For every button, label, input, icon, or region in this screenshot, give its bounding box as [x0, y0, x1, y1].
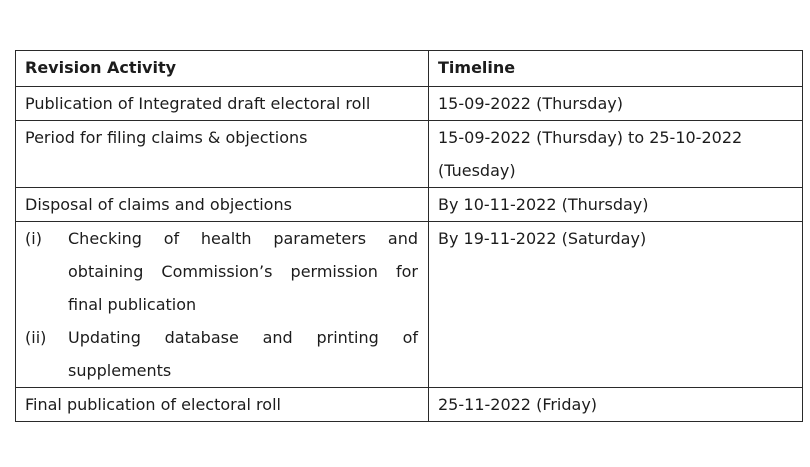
- sub-item-number: (ii): [25, 328, 47, 347]
- activity-cell: Publication of Integrated draft electoral roll: [16, 87, 429, 121]
- timeline-cell: 25-11-2022 (Friday): [429, 388, 803, 422]
- activity-cell: Period for filing claims & objections: [16, 121, 429, 188]
- sub-item-number: (i): [25, 229, 42, 248]
- timeline-cell: 15-09-2022 (Thursday): [429, 87, 803, 121]
- table-header-row: [16, 51, 803, 87]
- header-revision-activity: Revision Activity: [16, 51, 429, 87]
- sub-item: [25, 222, 418, 321]
- activity-cell: Final publication of electoral roll: [16, 388, 429, 422]
- table-row: [16, 388, 803, 422]
- sub-item: [25, 321, 418, 387]
- table-row: [16, 121, 803, 188]
- timeline-cell: By 10-11-2022 (Thursday): [429, 188, 803, 222]
- revision-schedule-table: [15, 50, 803, 422]
- table-row: [16, 87, 803, 121]
- activity-cell-sub-items: [16, 222, 429, 388]
- timeline-cell: By 19-11-2022 (Saturday): [429, 222, 803, 388]
- sub-item-text: Checking of health parameters and obtaining Commission’s permission for final publication: [68, 229, 418, 314]
- header-timeline: Timeline: [429, 51, 803, 87]
- table-row: [16, 222, 803, 388]
- activity-cell: Disposal of claims and objections: [16, 188, 429, 222]
- sub-item-text: Updating database and printing of supplements: [68, 328, 418, 380]
- timeline-cell: 15-09-2022 (Thursday) to 25-10-2022 (Tuesday): [429, 121, 803, 188]
- table-row: [16, 188, 803, 222]
